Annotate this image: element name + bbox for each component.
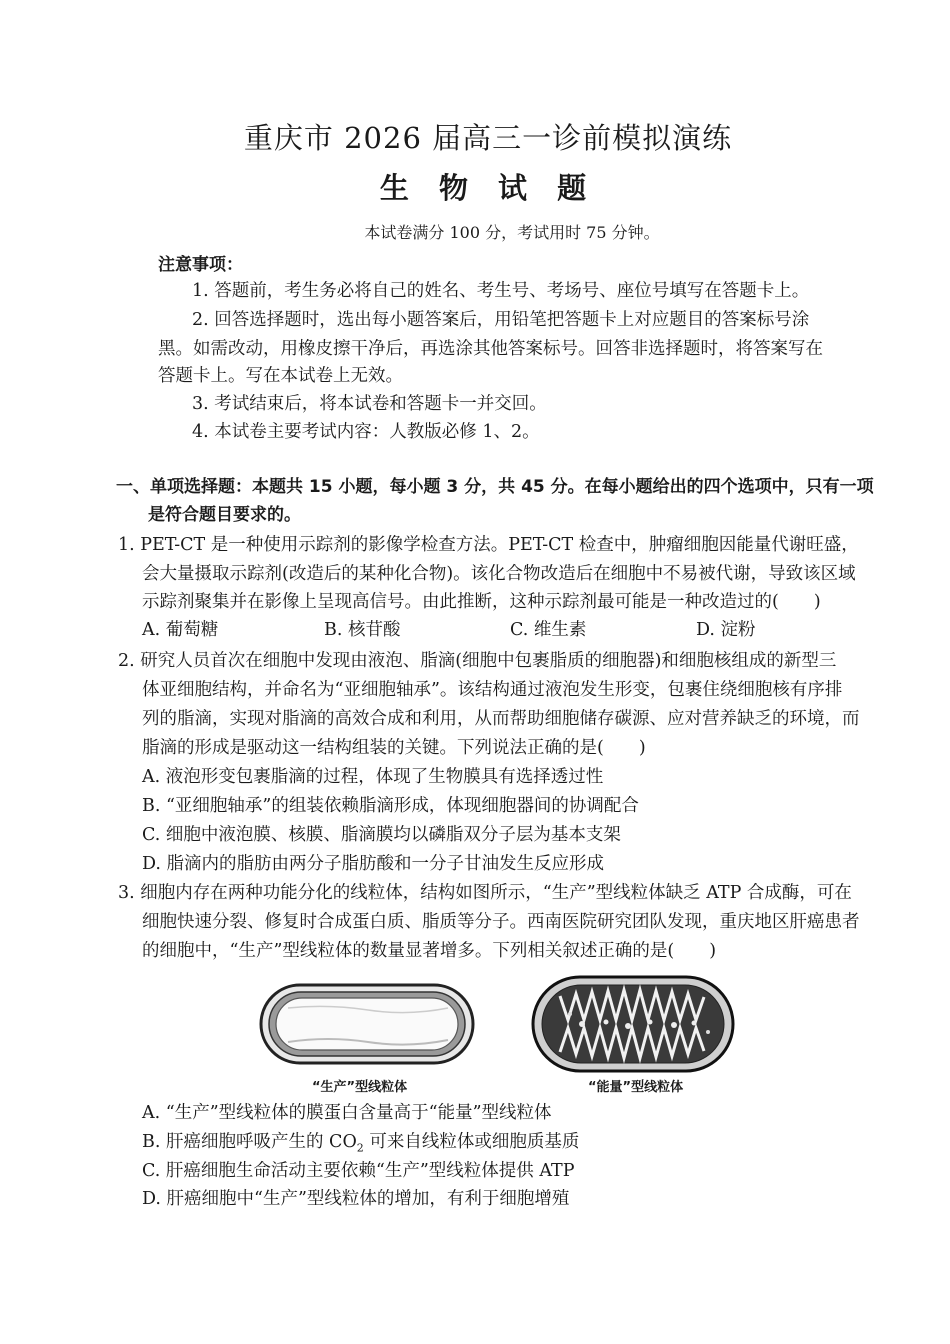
q3-option-b-subscript: 2 xyxy=(356,1141,364,1155)
q2-stem-line: 列的脂滴，实现对脂滴的高效合成和利用，从而帮助细胞储存碳源、应对营养缺乏的环境，而 xyxy=(142,709,860,729)
q2-option-c: C. 细胞中液泡膜、核膜、脂滴膜均以磷脂双分子层为基本支架 xyxy=(142,825,621,845)
q2-stem-line: 2. 研究人员首次在细胞中发现由液泡、脂滴(细胞中包裹脂质的细胞器)和细胞核组成的新型三 xyxy=(118,651,837,671)
subject-title: 生 物 试 题 xyxy=(379,171,597,205)
notice-heading: 注意事项： xyxy=(158,255,243,275)
q2-option-a: A. 液泡形变包裹脂滴的过程，体现了生物膜具有选择透过性 xyxy=(142,767,604,787)
q2-option-d: D. 脂滴内的脂肪由两分子脂肪酸和一分子甘油发生反应形成 xyxy=(142,854,605,874)
q1-option-d: D. 淀粉 xyxy=(696,620,756,640)
q1-option-c: C. 维生素 xyxy=(510,620,587,640)
q3-stem-line: 细胞快速分裂、修复时合成蛋白质、脂质等分子。西南医院研究团队发现，重庆地区肝癌患者 xyxy=(142,912,860,932)
q3-option-b-text-cont: 可来自线粒体或细胞质基质 xyxy=(363,1132,580,1152)
exam-note: 本试卷满分 100 分，考试用时 75 分钟。 xyxy=(364,223,660,242)
section-heading: 一、单项选择题：本题共 15 小题，每小题 3 分，共 45 分。在每小题给出的四个选项中，只有一项 xyxy=(116,477,874,497)
q3-option-a: A. “生产”型线粒体的膜蛋白含量高于“能量”型线粒体 xyxy=(142,1103,552,1123)
q3-stem-line: 3. 细胞内存在两种功能分化的线粒体，结构如图所示，“生产”型线粒体缺乏 ATP 合成酶，可在 xyxy=(118,883,852,903)
exam-title: 重庆市 2026 届高三一诊前模拟演练 xyxy=(243,121,733,155)
production-mitochondrion-illustration xyxy=(258,982,476,1066)
energy-mitochondrion-caption: “能量”型线粒体 xyxy=(588,1080,684,1095)
section-heading-cont: 是符合题目要求的。 xyxy=(148,505,301,525)
notice-line: 黑。如需改动，用橡皮擦干净后，再选涂其他答案标号。回答非选择题时，将答案写在 xyxy=(158,339,823,359)
notice-line: 3. 考试结束后，将本试卷和答题卡一并交回。 xyxy=(192,394,547,414)
q2-option-b: B. “亚细胞轴承”的组装依赖脂滴形成，体现细胞器间的协调配合 xyxy=(142,796,639,816)
notice-line: 2. 回答选择题时，选出每小题答案后，用铅笔把答题卡上对应题目的答案标号涂 xyxy=(192,310,810,330)
q1-stem-line: 1. PET-CT 是一种使用示踪剂的影像学检查方法。PET-CT 检查中，肿瘤细胞因能量代谢旺盛， xyxy=(118,535,859,555)
q2-stem-line: 体亚细胞结构，并命名为“亚细胞轴承”。该结构通过液泡发生形变，包裹住绕细胞核有序排 xyxy=(142,680,843,700)
q1-options xyxy=(142,616,782,641)
notice-line: 4. 本试卷主要考试内容：人教版必修 1、2。 xyxy=(192,422,540,442)
q1-option-a: A. 葡萄糖 xyxy=(142,620,219,640)
notice-line: 答题卡上。写在本试卷上无效。 xyxy=(158,366,403,386)
q1-stem-line: 示踪剂聚集并在影像上呈现高信号。由此推断，这种示踪剂最可能是一种改造过的( ) xyxy=(142,592,821,612)
energy-mitochondrion-illustration xyxy=(530,974,736,1074)
q3-option-b-text: B. 肝癌细胞呼吸产生的 CO xyxy=(142,1132,357,1152)
q1-stem-line: 会大量摄取示踪剂(改造后的某种化合物)。该化合物改造后在细胞中不易被代谢，导致该区域 xyxy=(142,564,856,584)
q3-stem-line: 的细胞中，“生产”型线粒体的数量显著增多。下列相关叙述正确的是( ) xyxy=(142,941,717,961)
q3-option-d: D. 肝癌细胞中“生产”型线粒体的增加，有利于细胞增殖 xyxy=(142,1189,570,1209)
production-mitochondrion-caption: “生产”型线粒体 xyxy=(312,1080,408,1095)
notice-line: 1. 答题前，考生务必将自己的姓名、考生号、考场号、座位号填写在答题卡上。 xyxy=(192,281,810,301)
q2-stem-line: 脂滴的形成是驱动这一结构组装的关键。下列说法正确的是( ) xyxy=(142,738,646,758)
q3-option-b xyxy=(142,1128,579,1155)
q1-option-b: B. 核苷酸 xyxy=(324,620,401,640)
q3-option-c: C. 肝癌细胞生命活动主要依赖“生产”型线粒体提供 ATP xyxy=(142,1161,575,1181)
